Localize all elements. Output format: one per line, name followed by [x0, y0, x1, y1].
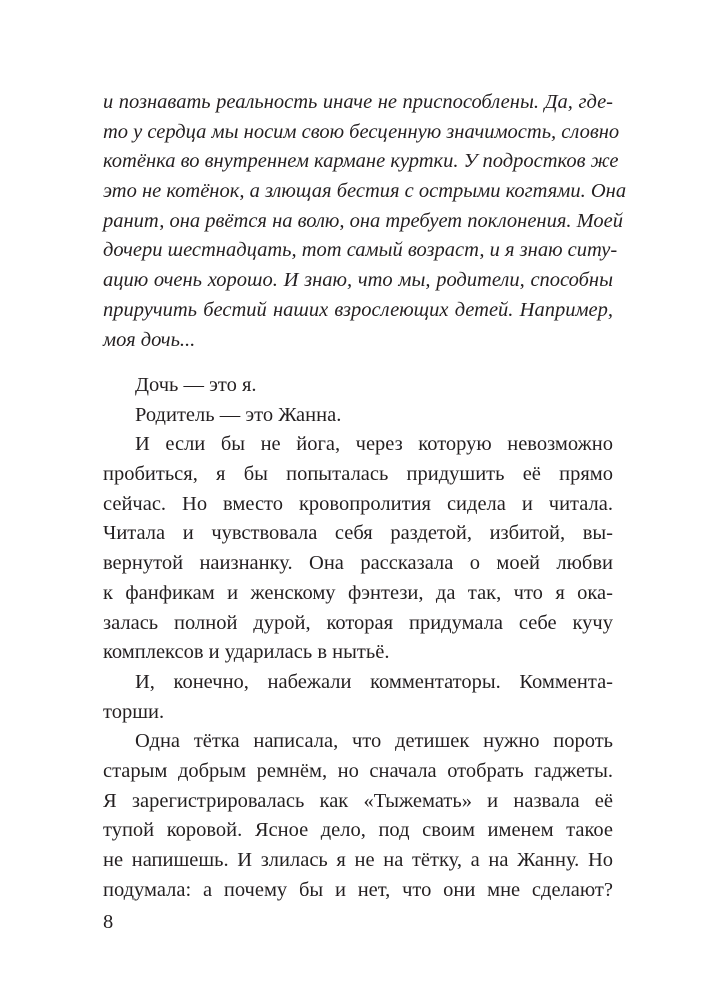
- italic-line: приручить бестий наших взрослеющих детей. Например,: [103, 298, 613, 321]
- body-line: Родитель — это Жанна.: [135, 403, 342, 426]
- italic-line: ранит, она рвётся на волю, она требует поклонения. Моей: [103, 209, 624, 232]
- page-number: 8: [103, 911, 114, 933]
- italic-line: котёнка во внутреннем кармане куртки. У подростков же: [103, 150, 619, 173]
- italic-paragraph: [103, 88, 627, 355]
- body-line: Одна тётка написала, что детишек нужно пороть: [135, 730, 613, 753]
- body-text: [103, 371, 613, 905]
- body-line: пробиться, я бы попыталась придушить её прямо: [103, 463, 613, 486]
- body-line: не напишешь. И злилась я не на тётку, а на Жанну. Но: [103, 849, 613, 871]
- italic-line: ацию очень хорошо. И знаю, что мы, родители, способны: [103, 269, 613, 292]
- body-line: И, конечно, набежали комментаторы. Коммента-: [135, 670, 613, 693]
- body-line: Я зарегистрировалась как «Тыжемать» и назвала её: [103, 789, 613, 812]
- body-line: старым добрым ремнём, но сначала отобрать гаджеты.: [103, 759, 613, 782]
- body-line: Дочь — это я.: [135, 374, 257, 396]
- body-line: сейчас. Но вместо кровопролития сидела и читала.: [103, 492, 613, 515]
- body-line: торши.: [103, 700, 165, 723]
- body-line: вернутой наизнанку. Она рассказала о моей любви: [103, 552, 613, 575]
- body-line: тупой коровой. Ясное дело, под своим именем такое: [103, 819, 613, 842]
- italic-line: это не котёнок, а злющая бестия с острыми когтями. Она: [103, 180, 627, 203]
- body-line: Читала и чувствовала себя раздетой, избитой, вы-: [103, 522, 613, 545]
- body-line: подумала: а почему бы и нет, что они мне сделают?: [103, 878, 613, 901]
- body-line: И если бы не йога, через которую невозможно: [135, 433, 613, 456]
- body-line: к фанфикам и женскому фэнтези, да так, что я ока-: [103, 581, 613, 604]
- italic-line: моя дочь...: [103, 328, 196, 351]
- italic-line: то у сердца мы носим свою бесценную значимость, словно: [103, 120, 620, 143]
- body-line: комплексов и ударилась в нытьё.: [103, 641, 390, 664]
- italic-line: и познавать реальность иначе не приспособлены. Да, где-: [103, 91, 613, 113]
- italic-line: дочери шестнадцать, тот самый возраст, и я знаю ситу-: [103, 239, 618, 262]
- body-line: залась полной дурой, которая придумала себе кучу: [103, 611, 613, 634]
